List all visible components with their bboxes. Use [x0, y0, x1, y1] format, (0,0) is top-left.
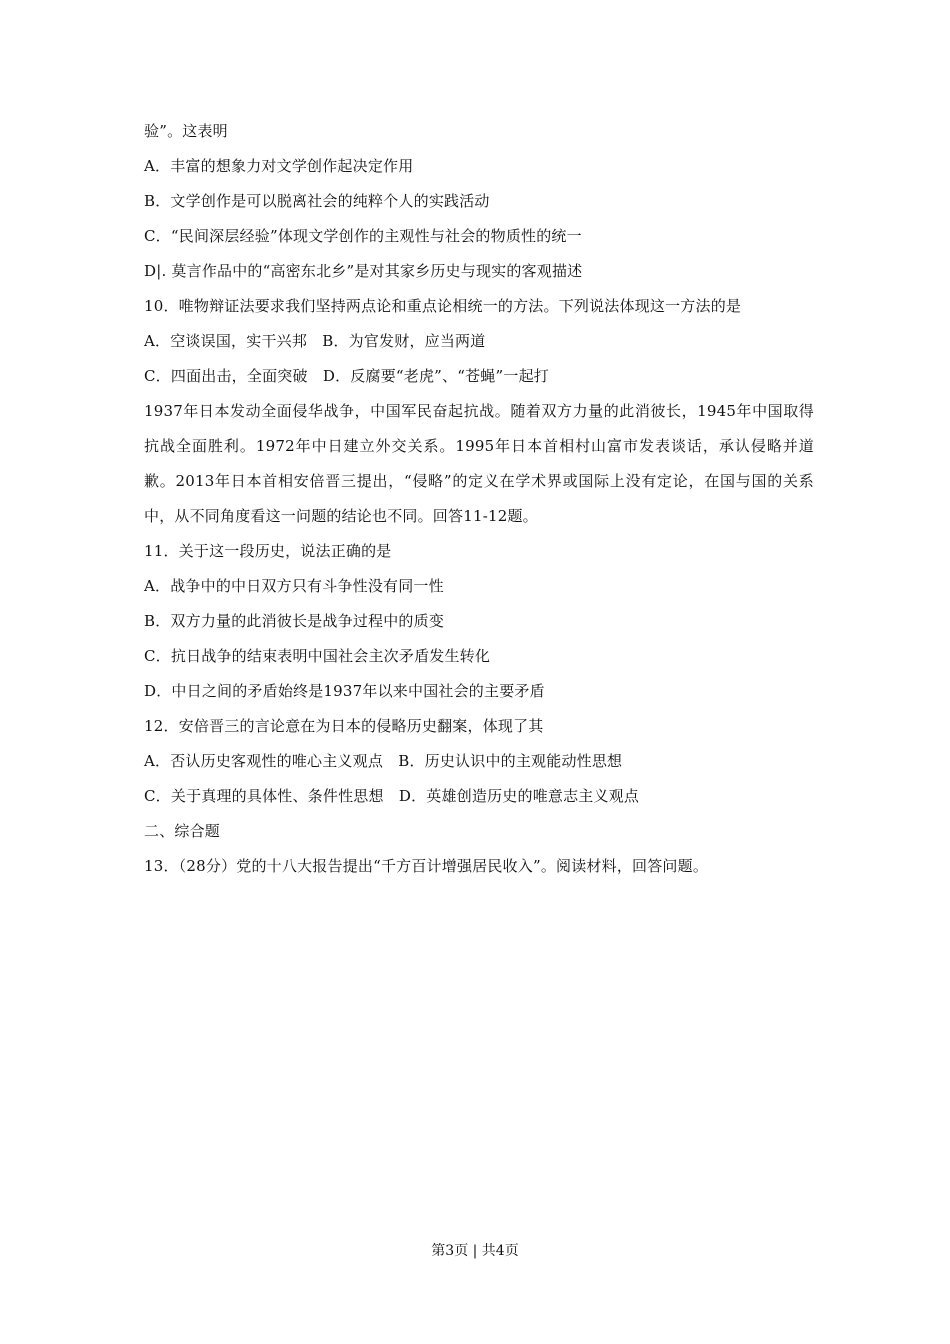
options-cd: C．四面出击，全面突破 D．反腐要“老虎”、“苍蝇”一起打 — [144, 367, 549, 385]
question-12: 12．安倍晋三的言论意在为日本的侵略历史翻案，体现了其 — [144, 717, 544, 735]
option-c: C．“民间深层经验”体现文学创作的主观性与社会的物质性的统一 — [144, 227, 582, 245]
options-ab: A．空谈误国，实干兴邦 B．为官发财，应当两道 — [144, 332, 486, 350]
options-ab: A．否认历史客观性的唯心主义观点 B．历史认识中的主观能动性思想 — [144, 752, 623, 770]
option-d: D．中日之间的矛盾始终是1937年以来中国社会的主要矛盾 — [144, 682, 545, 700]
options-cd: C．关于真理的具体性、条件性思想 D．英雄创造历史的唯意志主义观点 — [144, 787, 640, 805]
question-10: 10．唯物辩证法要求我们坚持两点论和重点论相统一的方法。下列说法体现这一方法的是 — [144, 297, 742, 315]
option-a: A．战争中的中日双方只有斗争性没有同一性 — [144, 577, 444, 595]
option-b: B．文学创作是可以脱离社会的纯粹个人的实践活动 — [144, 192, 490, 210]
question-11: 11．关于这一段历史，说法正确的是 — [144, 542, 392, 560]
page-content — [144, 114, 814, 884]
option-b: B．双方力量的此消彼长是战争过程中的质变 — [144, 612, 445, 630]
option-a: A．丰富的想象力对文学创作起决定作用 — [144, 157, 414, 175]
section-heading: 二、综合题 — [144, 822, 221, 840]
passage-paragraph: 1937年日本发动全面侵华战争，中国军民奋起抗战。随着双方力量的此消彼长，1945年中国取得抗战全面胜利。1972年中日建立外交关系。1995年日本首相村山富市发表谈话，承认侵略并道歉。2013年日本首相安倍晋三提出，“侵略”的定义在学术界或国际上没有定论，在国与国的关系中，从不同角度看这一问题的结论也不同。回答11-12题。 — [144, 402, 814, 525]
question-13: 13．（28分）党的十八大报告提出“千方百计增强居民收入”。阅读材料，回答问题。 — [144, 857, 709, 875]
text-line: 验”。这表明 — [144, 122, 228, 140]
option-c: C．抗日战争的结束表明中国社会主次矛盾发生转化 — [144, 647, 491, 665]
page-footer: 第3页 | 共4页 — [431, 1243, 519, 1259]
option-d: D|. 莫言作品中的“高密东北乡”是对其家乡历史与现实的客观描述 — [144, 262, 583, 280]
